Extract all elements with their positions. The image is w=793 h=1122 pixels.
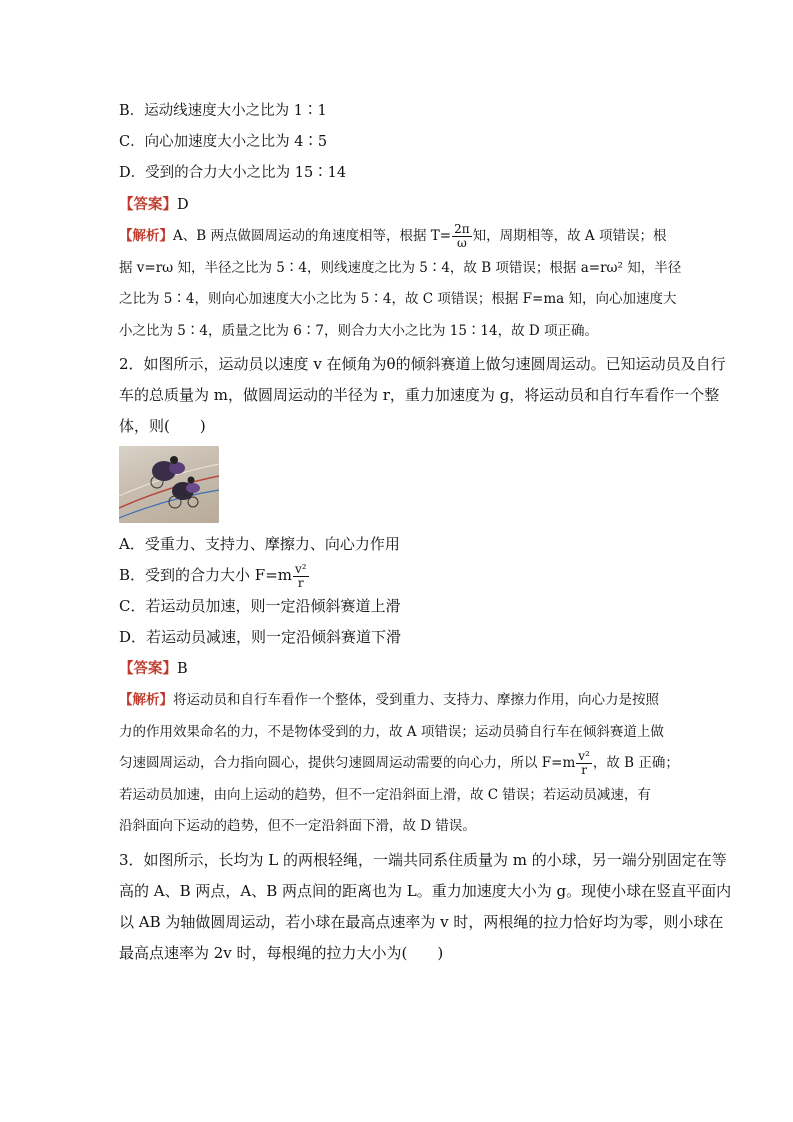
q2-option-b[interactable] xyxy=(119,560,675,591)
answer-value: D xyxy=(177,197,189,213)
document-page xyxy=(119,96,732,969)
q2-stem-line-2: 车的总质量为 m，做圆周运动的半径为 r，重力加速度为 g，将运动员和自行车看作一个整 xyxy=(119,386,720,404)
q1-analysis-line-1 xyxy=(119,221,675,253)
q3-stem-line-2: 高的 A、B 两点，A、B 两点间的距离也为 L。重力加速度大小为 g。现使小球在竖直平面内 xyxy=(119,881,732,900)
fraction xyxy=(452,223,472,250)
cyclist-track-photo xyxy=(119,446,219,523)
q1-option-c[interactable]: C．向心加速度大小之比为 4∶5 xyxy=(119,134,328,150)
q2-analysis xyxy=(119,685,679,843)
q2-option-c[interactable]: C．若运动员加速，则一定沿倾斜赛道上滑 xyxy=(119,597,401,615)
answer-tag: 【答案】 xyxy=(119,660,177,677)
q2-analysis-line-1 xyxy=(119,685,675,717)
fraction-denominator: ω xyxy=(456,236,467,250)
q1-analysis-line-4: 小之比为 5∶4，质量之比为 6∶7，则合力大小之比为 15∶14，故 D 项正确。 xyxy=(119,322,598,339)
analysis-text: A、B 两点做圆周运动的角速度相等，根据 T= xyxy=(173,228,452,244)
q2-analysis-line-2: 力的作用效果命名的力，不是物体受到的力，故 A 项错误；运动员骑自行车在倾斜赛道上做 xyxy=(119,723,664,740)
q3-stem-line-1: 3．如图所示，长均为 L 的两根轻绳，一端共同系住质量为 m 的小球，另一端分别固定在等 xyxy=(119,850,727,869)
q2-option-a[interactable]: A．受重力、支持力、摩擦力、向心力作用 xyxy=(119,535,400,553)
q1-option-d[interactable]: D．受到的合力大小之比为 15∶14 xyxy=(119,165,347,181)
fraction-numerator: v² xyxy=(578,749,590,763)
fraction-denominator: r xyxy=(297,575,304,590)
answer-value: B xyxy=(177,661,188,677)
q2-stem-line-3: 体，则( ) xyxy=(119,417,206,435)
q2-stem-line-1: 2．如图所示，运动员以速度 v 在倾角为θ的倾斜赛道上做匀速圆周运动。已知运动员及自行 xyxy=(119,355,726,373)
analysis-text: 将运动员和自行车看作一个整体，受到重力、支持力、摩擦力作用，向心力是按照 xyxy=(173,692,659,708)
q2-analysis-line-5: 沿斜面向下运动的趋势，但不一定沿斜面下滑，故 D 错误。 xyxy=(119,818,476,834)
q2-option-d[interactable]: D．若运动员减速，则一定沿倾斜赛道下滑 xyxy=(119,628,402,646)
analysis-text: ，故 B 正确； xyxy=(592,755,679,771)
q3-stem-line-4: 最高点速率为 2v 时，每根绳的拉力大小为( ) xyxy=(119,943,444,962)
q2-answer xyxy=(119,653,675,685)
fraction xyxy=(576,750,592,777)
analysis-tag: 【解析】 xyxy=(119,228,173,244)
analysis-text: 匀速圆周运动，合力指向圆心，提供匀速圆周运动需要的向心力，所以 F=m xyxy=(119,755,576,771)
q2-analysis-line-3 xyxy=(119,748,679,780)
fraction-numerator: 2π xyxy=(454,222,470,236)
q1-analysis-line-2: 据 v=rω 知，半径之比为 5∶4，则线速度之比为 5∶4，故 B 项错误；根据 a=rω² 知，半径 xyxy=(119,259,682,276)
analysis-text: 知，周期相等，故 A 项错误；根 xyxy=(472,228,667,244)
q1-analysis-line-3: 之比为 5∶4，则向心加速度大小之比为 5∶4，故 C 项错误；根据 F=ma 知，向心加速度大 xyxy=(119,291,677,307)
fraction-numerator: v² xyxy=(295,561,307,576)
fraction xyxy=(293,563,309,590)
q2-analysis-line-4: 若运动员加速，由向上运动的趋势，但不一定沿斜面上滑，故 C 错误；若运动员减速，有 xyxy=(119,786,651,803)
q1-analysis xyxy=(119,221,682,347)
q3-stem-line-3: 以 AB 为轴做圆周运动，若小球在最高点速率为 v 时，两根绳的拉力恰好均为零，则小球在 xyxy=(119,912,724,931)
answer-tag: 【答案】 xyxy=(119,196,177,213)
q1-answer xyxy=(119,189,675,221)
analysis-tag: 【解析】 xyxy=(119,692,173,708)
option-text: B．受到的合力大小 F=m xyxy=(119,566,292,584)
fraction-denominator: r xyxy=(581,763,587,777)
q1-option-b[interactable]: B．运动线速度大小之比为 1∶1 xyxy=(119,103,327,119)
